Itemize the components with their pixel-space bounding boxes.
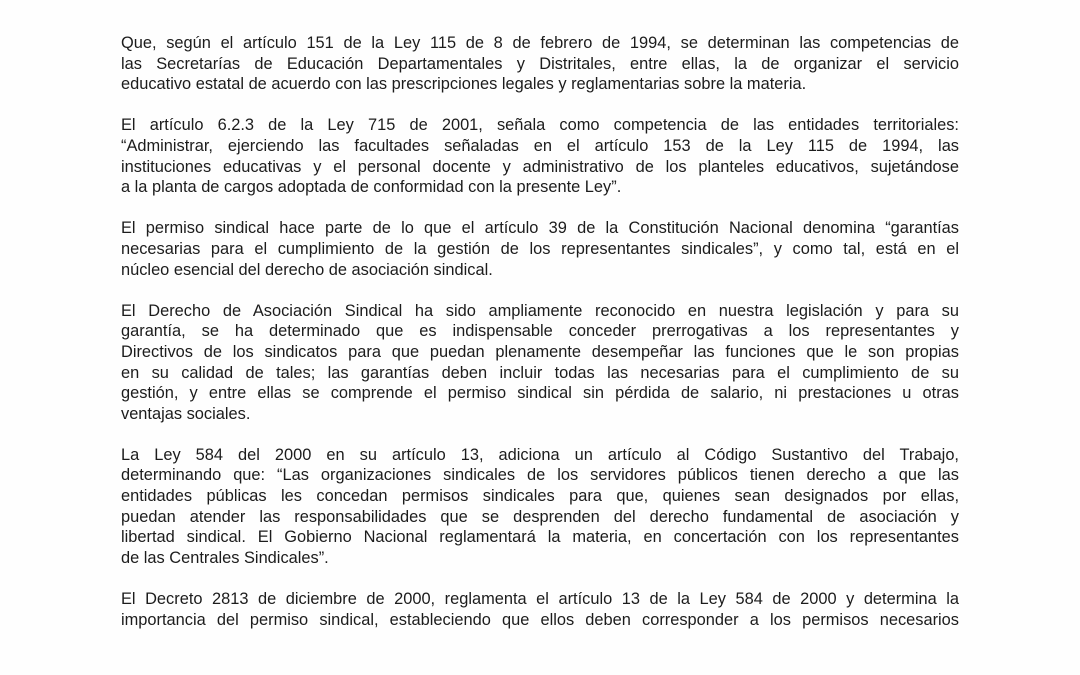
- text-line: ventajas sociales.: [121, 404, 251, 423]
- paragraph-derecho-asociacion: [121, 301, 959, 425]
- text-line: puedan atender las responsabilidades que se desprenden del derecho fundamental de asociación y: [121, 507, 959, 526]
- text-line: El artículo 6.2.3 de la Ley 715 de 2001, señala como competencia de las entidades territoriales:: [121, 116, 959, 135]
- paragraph-decreto-2813: [121, 589, 959, 630]
- paragraph-permiso-sindical: [121, 218, 959, 280]
- text-line: determinando que: “Las organizaciones sindicales de los servidores públicos tienen derecho a que las: [121, 466, 959, 485]
- paragraph-articulo-6-2-3: [121, 115, 959, 197]
- text-line: gestión, y entre ellas se comprende el permiso sindical sin pérdida de salario, ni prestaciones u otras: [121, 384, 959, 403]
- text-line: libertad sindical. El Gobierno Nacional reglamentará la materia, en concertación con los representantes: [121, 528, 959, 547]
- text-line: necesarias para el cumplimiento de la gestión de los representantes sindicales”, y como tal, está en el: [121, 239, 959, 258]
- text-line: las Secretarías de Educación Departamentales y Distritales, entre ellas, la de organizar el servicio: [121, 54, 959, 73]
- paragraph-ley-584: [121, 445, 959, 569]
- text-line: importancia del permiso sindical, estableciendo que ellos deben corresponder a los permisos necesarios: [121, 610, 959, 629]
- text-line: El permiso sindical hace parte de lo que el artículo 39 de la Constitución Nacional denomina “garantías: [121, 219, 959, 238]
- text-line: El Derecho de Asociación Sindical ha sido ampliamente reconocido en nuestra legislación y para su: [121, 301, 959, 320]
- text-line: educativo estatal de acuerdo con las prescripciones legales y reglamentarias sobre la materia.: [121, 75, 807, 94]
- text-line: La Ley 584 del 2000 en su artículo 13, adiciona un artículo al Código Sustantivo del Trabajo,: [121, 445, 959, 464]
- text-line: a la planta de cargos adoptada de conformidad con la presente Ley”.: [121, 178, 622, 197]
- text-line: entidades públicas les concedan permisos sindicales para que, quienes sean designados por ellas,: [121, 487, 959, 506]
- text-line: El Decreto 2813 de diciembre de 2000, reglamenta el artículo 13 de la Ley 584 de 2000 y determina la: [121, 590, 959, 609]
- text-line: núcleo esencial del derecho de asociación sindical.: [121, 260, 493, 279]
- text-line: de las Centrales Sindicales”.: [121, 548, 329, 567]
- text-line: en su calidad de tales; las garantías deben incluir todas las necesarias para el cumplimiento de su: [121, 363, 959, 382]
- document-body: [121, 33, 959, 651]
- text-line: Directivos de los sindicatos para que puedan plenamente desempeñar las funciones que le son propias: [121, 342, 959, 361]
- text-line: garantía, se ha determinado que es indispensable conceder prerrogativas a los representantes y: [121, 322, 959, 341]
- text-line: “Administrar, ejerciendo las facultades señaladas en el artículo 153 de la Ley 115 de 1994, las: [121, 136, 959, 155]
- text-line: instituciones educativas y el personal docente y administrativo de los planteles educativos, sujetándose: [121, 157, 959, 176]
- text-line: Que, según el artículo 151 de la Ley 115 de 8 de febrero de 1994, se determinan las competencias de: [121, 34, 959, 52]
- paragraph-articulo-151: [121, 33, 959, 95]
